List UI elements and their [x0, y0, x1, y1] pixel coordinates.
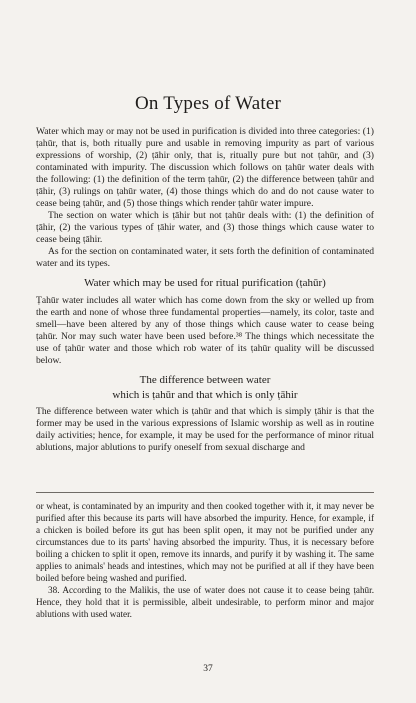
- footnote-continuation: or wheat, is contaminated by an impurity and then cooked together with it, it may never be purified after this because its parts will have absorbed the impurity. Hence, for example, if a chicken is boiled before its gut has been split open, it may not be purified under any circumstances due to its parts' having absorbed the impurity. Thus, it is necessary before boiling a chicken to split it open, remove its innards, and purify it by washing it. The same applies to animals' heads and intestines, which may not be purified at all if they have been boiled before being washed and purified.: [36, 501, 374, 583]
- section-heading-tahur: Water which may be used for ritual purification (ṭahūr): [84, 277, 326, 289]
- section-heading-difference-line1: The difference between water: [139, 374, 271, 386]
- paragraph-categories: Water which may or may not be used in purification is divided into three categories: (1) ṭahūr, that is, both ritually pure and usable in removing impurity as part of various expressions of worship, (2) ṭāhir only, that is, ritually pure but not ṭahūr, and (3) contaminated with impurity. The discussion which follows on ṭahūr water deals with the following: (1) the definition of the term ṭahūr, (2) the difference between ṭahūr and ṭāhir, (3) rulings on ṭahūr water, (4) those things which do and do not cause water to cease being ṭahūr, and (5) those things which render ṭahūr water impure.: [36, 126, 374, 209]
- footnote-38: 38. According to the Malikis, the use of water does not cause it to cease being ṭahūr. Hence, they hold that it is permissible, albeit undesirable, to perform minor and major ablutions with used water.: [36, 585, 374, 619]
- page-title: On Types of Water: [134, 93, 281, 114]
- footnote-divider: [36, 492, 374, 493]
- page-number: 37: [203, 664, 213, 674]
- paragraph-tahur-definition: Ṭahūr water includes all water which has come down from the sky or welled up from the earth and none of whose three fundamental properties—namely, its color, taste and smell—have been altered by any of those things which cause water to cease being ṭahūr. Nor may such water have been used before.³⁸ The things which necessitate the use of ṭahūr water and those which rob water of its ṭahūr quality will be discussed below.: [36, 295, 374, 366]
- section-heading-difference-line2: which is ṭahūr and that which is only ṭāhir: [112, 389, 298, 401]
- footnotes: [36, 500, 374, 620]
- section-heading-difference: [36, 373, 374, 403]
- paragraph-tahir-section: The section on water which is ṭāhir but not ṭahūr deals with: (1) the definition of ṭāhir, (2) the various types of ṭāhir water, and (3) those things which cause water to cease being ṭāhir.: [36, 210, 374, 245]
- paragraph-difference: The difference between water which is ṭahūr and that which is simply ṭāhir is that the former may be used in the various expressions of Islamic worship as well as in routine daily activities; hence, for example, it may be used for the performance of minor ritual ablutions, major ablutions to purify oneself from sexual discharge and: [36, 406, 374, 453]
- paragraph-contaminated-section: As for the section on contaminated water, it sets forth the definition of contaminated water and its types.: [36, 246, 374, 269]
- main-text: [36, 126, 374, 454]
